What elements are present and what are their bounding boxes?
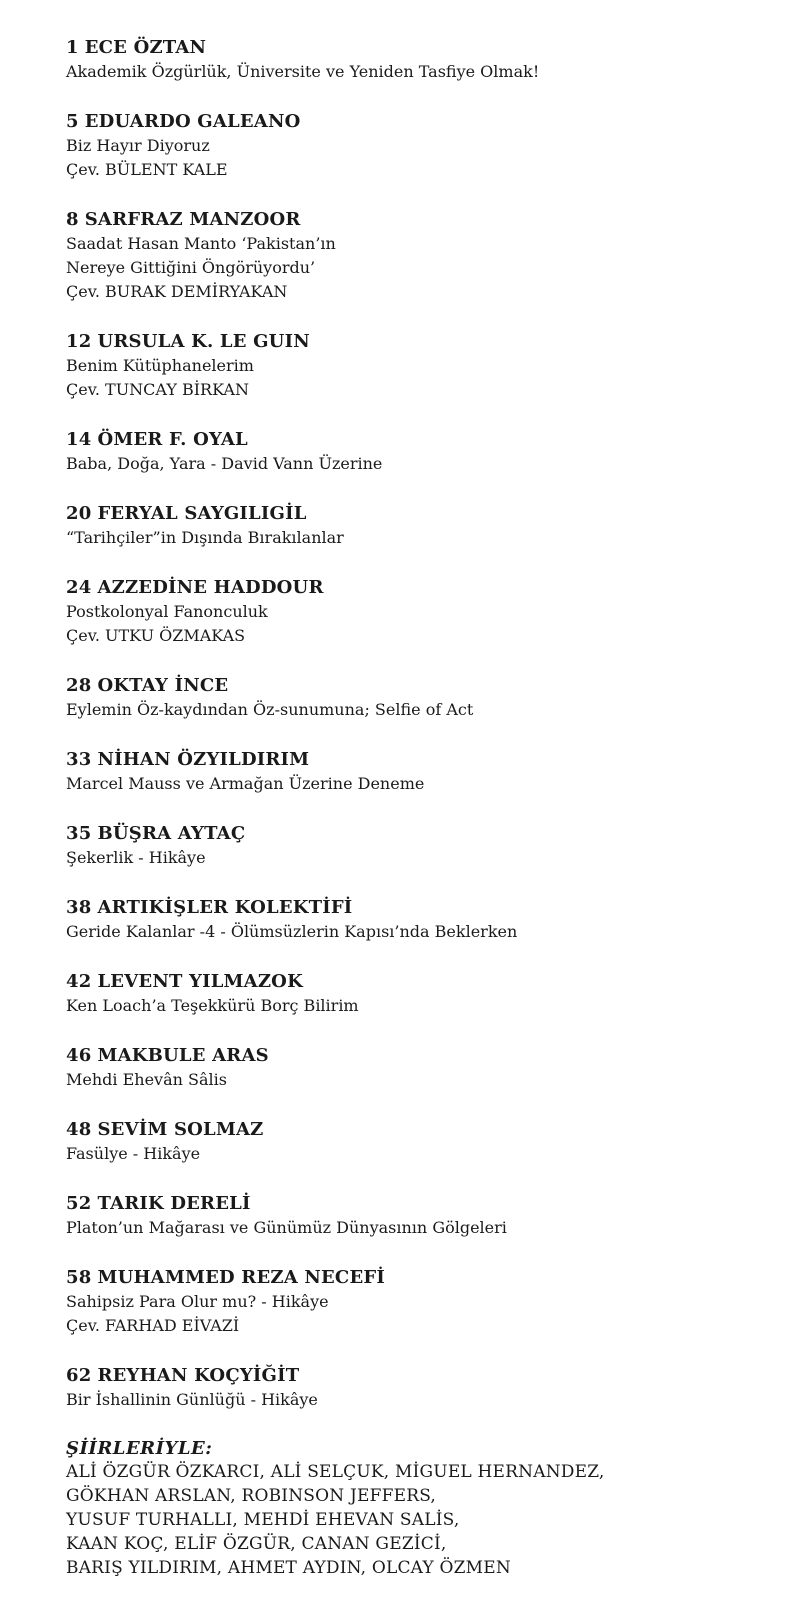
- entry-title: “Tarihçiler”in Dışında Bırakılanlar: [66, 528, 344, 547]
- author-name: ECE ÖZTAN: [84, 37, 207, 58]
- poets-line: KAAN KOÇ, ELİF ÖZGÜR, CANAN GEZİCİ,: [66, 1534, 447, 1554]
- entry-heading: [66, 1118, 786, 1142]
- author-name: ARTIKİŞLER KOLEKTİFİ: [97, 897, 353, 918]
- toc-entry: [66, 896, 786, 944]
- author-name: URSULA K. LE GUIN: [97, 331, 310, 352]
- toc-entry: [66, 674, 786, 722]
- table-of-contents: [66, 36, 786, 1580]
- page-number: 12: [66, 331, 92, 352]
- translator-credit: Çev. FARHAD EİVAZİ: [66, 1316, 240, 1335]
- entry-title: Mehdi Ehevân Sâlis: [66, 1070, 227, 1089]
- toc-entry: [66, 576, 786, 648]
- page-number: 5: [66, 111, 79, 132]
- toc-entry: [66, 502, 786, 550]
- poems-section: [66, 1438, 786, 1580]
- author-name: EDUARDO GALEANO: [84, 111, 301, 132]
- translator-credit: Çev. UTKU ÖZMAKAS: [66, 626, 246, 645]
- author-name: LEVENT YILMAZOK: [97, 971, 303, 992]
- poets-line: BARIŞ YILDIRIM, AHMET AYDIN, OLCAY ÖZMEN: [66, 1558, 511, 1578]
- entry-title: Sahipsiz Para Olur mu? - Hikâye: [66, 1292, 329, 1311]
- page-number: 42: [66, 971, 92, 992]
- entry-heading: [66, 1364, 786, 1388]
- poets-line: YUSUF TURHALLI, MEHDİ EHEVAN SALİS,: [66, 1510, 460, 1530]
- toc-entry: [66, 1192, 786, 1240]
- entry-heading: [66, 970, 786, 994]
- toc-entry: [66, 1266, 786, 1338]
- translator-credit: Çev. TUNCAY BİRKAN: [66, 380, 249, 399]
- page-number: 20: [66, 503, 92, 524]
- entry-title: Marcel Mauss ve Armağan Üzerine Deneme: [66, 774, 425, 793]
- entry-title: Şekerlik - Hikâye: [66, 848, 206, 867]
- author-name: MUHAMMED REZA NECEFİ: [97, 1267, 385, 1288]
- toc-entry: [66, 330, 786, 402]
- entry-heading: [66, 1044, 786, 1068]
- entry-title: Eylemin Öz-kaydından Öz-sunumuna; Selfie of Act: [66, 700, 474, 719]
- entry-heading: [66, 822, 786, 846]
- entry-title: Postkolonyal Fanonculuk: [66, 602, 268, 621]
- entry-heading: [66, 748, 786, 772]
- entry-heading: [66, 1192, 786, 1216]
- page-number: 1: [66, 37, 79, 58]
- entry-heading: [66, 110, 786, 134]
- toc-entry: [66, 1044, 786, 1092]
- entry-title: Platon’un Mağarası ve Günümüz Dünyasının Gölgeleri: [66, 1218, 507, 1237]
- page-number: 28: [66, 675, 92, 696]
- poets-line: ALİ ÖZGÜR ÖZKARCI, ALİ SELÇUK, MİGUEL HERNANDEZ,: [66, 1462, 605, 1482]
- entry-heading: [66, 330, 786, 354]
- entry-heading: [66, 674, 786, 698]
- toc-entry: [66, 110, 786, 182]
- toc-entry: [66, 970, 786, 1018]
- toc-entry: [66, 1364, 786, 1412]
- entry-title: Fasülye - Hikâye: [66, 1144, 201, 1163]
- page-number: 62: [66, 1365, 92, 1386]
- author-name: SARFRAZ MANZOOR: [84, 209, 301, 230]
- author-name: TARIK DERELİ: [97, 1193, 251, 1214]
- page-number: 58: [66, 1267, 92, 1288]
- author-name: OKTAY İNCE: [97, 675, 229, 696]
- author-name: SEVİM SOLMAZ: [97, 1119, 264, 1140]
- page-number: 38: [66, 897, 92, 918]
- entry-title: Akademik Özgürlük, Üniversite ve Yeniden Tasfiye Olmak!: [66, 62, 540, 81]
- entry-title: Biz Hayır Diyoruz: [66, 136, 210, 155]
- entry-title: Benim Kütüphanelerim: [66, 356, 254, 375]
- entry-heading: [66, 576, 786, 600]
- page-number: 14: [66, 429, 92, 450]
- author-name: MAKBULE ARAS: [97, 1045, 269, 1066]
- translator-credit: Çev. BÜLENT KALE: [66, 160, 228, 179]
- translator-credit: Çev. BURAK DEMİRYAKAN: [66, 282, 288, 301]
- entry-heading: [66, 502, 786, 526]
- page-number: 35: [66, 823, 92, 844]
- entry-title-continued: Nereye Gittiğini Öngörüyordu’: [66, 258, 316, 277]
- toc-entry: [66, 36, 786, 84]
- page-number: 33: [66, 749, 92, 770]
- author-name: NİHAN ÖZYILDIRIM: [97, 749, 310, 770]
- author-name: ÖMER F. OYAL: [97, 429, 248, 450]
- page-number: 52: [66, 1193, 92, 1214]
- entry-heading: [66, 36, 786, 60]
- entry-heading: [66, 1266, 786, 1290]
- page-number: 24: [66, 577, 92, 598]
- entry-heading: [66, 208, 786, 232]
- toc-entry: [66, 748, 786, 796]
- entry-title: Bir İshallinin Günlüğü - Hikâye: [66, 1390, 318, 1409]
- entry-title: Baba, Doğa, Yara - David Vann Üzerine: [66, 454, 383, 473]
- entry-title: Geride Kalanlar -4 - Ölümsüzlerin Kapısı’nda Beklerken: [66, 922, 518, 941]
- page-number: 8: [66, 209, 79, 230]
- poets-line: GÖKHAN ARSLAN, ROBINSON JEFFERS,: [66, 1486, 437, 1506]
- entry-title: Ken Loach’a Teşekkürü Borç Bilirim: [66, 996, 359, 1015]
- entry-title: Saadat Hasan Manto ‘Pakistan’ın: [66, 234, 336, 253]
- page-number: 48: [66, 1119, 92, 1140]
- author-name: FERYAL SAYGILIGİL: [97, 503, 307, 524]
- author-name: REYHAN KOÇYİĞİT: [97, 1365, 300, 1386]
- toc-entry: [66, 428, 786, 476]
- author-name: AZZEDİNE HADDOUR: [97, 577, 324, 598]
- toc-entry: [66, 1118, 786, 1166]
- poems-heading: ŞİİRLERİYLE:: [66, 1438, 213, 1459]
- toc-entry: [66, 822, 786, 870]
- page-number: 46: [66, 1045, 92, 1066]
- entry-heading: [66, 428, 786, 452]
- author-name: BÜŞRA AYTAÇ: [97, 823, 246, 844]
- toc-entry: [66, 208, 786, 304]
- entry-heading: [66, 896, 786, 920]
